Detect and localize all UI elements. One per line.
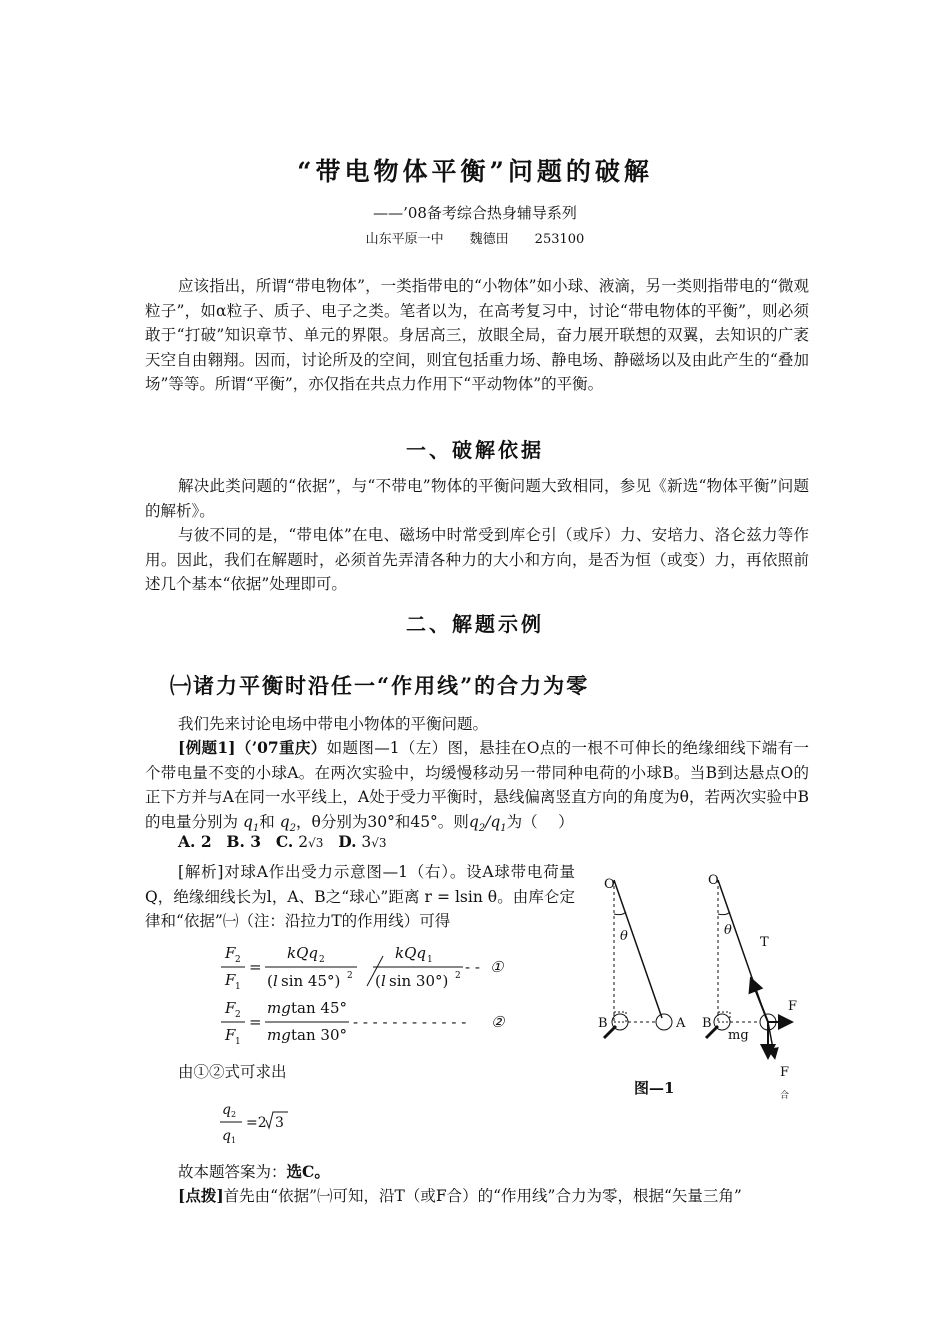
svg-text:=: = xyxy=(249,1013,262,1031)
svg-text:1: 1 xyxy=(235,982,241,992)
right-angle-arc xyxy=(718,912,730,915)
svg-text:2: 2 xyxy=(235,1010,241,1020)
svg-text:kQq: kQq xyxy=(395,944,426,962)
q1-symbol: $q_1$ xyxy=(242,812,260,834)
section1-paragraph-2: 与彼不同的是，“带电体”在电、磁场中时常受到库仑引（或斥）力、安培力、洛仑兹力等作用。因此，我们在解题时，必须首先弄清各种力的大小和方向，是否为恒（或变）力，再依照前述几个基本“依据”处理即可。 xyxy=(145,526,809,593)
tip-paragraph xyxy=(178,1184,818,1209)
svg-text:q: q xyxy=(222,1128,231,1144)
options-row: A. 2 B. 3 C. 2√3 D. 3√3 xyxy=(178,832,387,851)
tension-arrow xyxy=(753,984,768,1022)
svg-text:2: 2 xyxy=(235,955,241,965)
example-tail-2: ，θ分别为30°和45°。则 xyxy=(296,812,469,831)
analysis-text: 对球A作出受力示意图—1（右）。设A球带电荷量Q，绝缘细线长为l，A、B之“球心”距离 r = lsin θ。由库仑定律和“依据”㈠（注：沿拉力T的作用线）可得 xyxy=(145,863,575,930)
section1-heading: 一、破解依据 xyxy=(406,438,544,462)
q2q1-symbol: $q_2/q_1$ xyxy=(468,812,507,834)
label-t: T xyxy=(760,935,769,950)
section2-intro: 我们先来讨论电场中带电小物体的平衡问题。 xyxy=(178,715,489,733)
option-b: B. 3 xyxy=(226,832,262,851)
example-text: 如题图—1（左）图，悬挂在O点的一根不可伸长的绝缘细线下端有一个带电量不变的小球A。在两次实验中，均缓慢移动另一带同种电荷的小球B。当B到达悬点O的正下方并与A在同一水平线上，A处于受力平衡时，悬线偏离竖直方向的角度为θ，若两次实验中B的电量分别为 xyxy=(145,739,809,831)
formula-block xyxy=(215,938,515,1048)
svg-text:l: l xyxy=(273,972,278,990)
svg-text:②: ② xyxy=(491,1013,505,1031)
tip-text: 首先由“依据”㈠可知，沿T（或F合）的“作用线”合力为零，根据“矢量三角” xyxy=(223,1187,742,1205)
svg-text:mg: mg xyxy=(267,1026,291,1044)
derive-line: 由①②式可求出 xyxy=(178,1063,287,1081)
svg-text:F: F xyxy=(225,1026,236,1044)
left-string xyxy=(614,880,662,1018)
svg-text:tan 30°: tan 30° xyxy=(291,1026,347,1044)
intro-paragraph: 应该指出，所谓“带电物体”，一类指带电的“小物体”如小球、液滴，另一类则指带电的“微观粒子”，如α粒子、质子、电子之类。笔者以为，在高考复习中，讨论“带电物体的平衡”，则必须敢于“打破”知识章节、单元的界限。身居高三，放眼全局，奋力展开联想的双翼，去知识的广袤天空自由翱翔。因而，讨论所及的空间，则宜包括重力场、静电场、静磁场以及由此产生的“叠加场”等等。所谓“平衡”，亦仅指在共点力作用下“平动物体”的平衡。 xyxy=(145,277,809,393)
svg-text:(: ( xyxy=(267,972,273,990)
page-title: “带电物体平衡”问题的破解 xyxy=(297,157,653,186)
svg-text:2: 2 xyxy=(455,971,461,981)
svg-text:1: 1 xyxy=(231,1136,237,1145)
example-label: [例题1]（’07重庆） xyxy=(178,738,327,757)
author-line: 山东平原一中 魏德田 253100 xyxy=(365,232,585,247)
analysis-paragraph xyxy=(145,860,575,934)
svg-text:2: 2 xyxy=(319,955,325,965)
left-angle-arc xyxy=(614,912,626,915)
option-c: C. xyxy=(275,832,294,851)
label-f-he: F xyxy=(780,1065,790,1080)
answer-prefix: 故本题答案为： xyxy=(178,1163,287,1181)
example-1 xyxy=(145,736,809,841)
right-label-o: O xyxy=(708,873,719,888)
svg-text:3: 3 xyxy=(275,1115,284,1131)
svg-text:q: q xyxy=(222,1102,231,1118)
figure-1 xyxy=(590,866,810,1106)
answer-value: 选C。 xyxy=(286,1162,330,1181)
svg-text:- -: - - xyxy=(465,958,480,976)
right-label-b: B xyxy=(702,1016,712,1031)
svg-text:F: F xyxy=(225,971,236,989)
svg-text:sin 45°): sin 45°) xyxy=(281,972,341,990)
svg-text:tan 45°: tan 45° xyxy=(291,999,347,1017)
section1-paragraph-1: 解决此类问题的“依据”，与“不带电”物体的平衡问题大致相同，参见《新选“物体平衡”问题的解析》。 xyxy=(145,477,809,520)
section2-heading: 二、解题示例 xyxy=(406,612,544,636)
label-he-sub: 合 xyxy=(780,1091,790,1101)
right-label-theta: θ xyxy=(724,923,732,938)
left-label-theta: θ xyxy=(620,929,628,944)
answer-line xyxy=(178,1160,330,1182)
svg-text:- - - - - - - - - - - -: - - - - - - - - - - - - xyxy=(353,1013,467,1031)
example-tail-1: 和 xyxy=(259,812,275,831)
svg-text:1: 1 xyxy=(235,1037,241,1047)
analysis-label: [解析] xyxy=(178,863,224,881)
svg-text:1: 1 xyxy=(427,955,433,965)
option-d: D. xyxy=(338,832,357,851)
svg-text:l: l xyxy=(381,972,386,990)
svg-text:2: 2 xyxy=(231,1110,237,1119)
tip-label: [点拨] xyxy=(178,1186,224,1205)
figure-caption: 图—1 xyxy=(634,1079,675,1097)
svg-text:sin 30°): sin 30°) xyxy=(389,972,449,990)
example-tail-3: 为（ ） xyxy=(506,812,574,831)
label-mg: mg xyxy=(728,1028,749,1043)
result-formula xyxy=(218,1098,328,1148)
svg-text:①: ① xyxy=(490,958,504,976)
q2-symbol: $q_2$ xyxy=(279,812,297,834)
left-ball-a xyxy=(656,1014,672,1030)
option-a: A. 2 xyxy=(178,832,212,851)
svg-text:mg: mg xyxy=(267,999,291,1017)
svg-text:=2: =2 xyxy=(246,1115,267,1131)
left-label-o: O xyxy=(604,877,615,892)
subsection-heading: ㈠诸力平衡时沿任一“作用线”的合力为零 xyxy=(170,673,590,698)
svg-text:F: F xyxy=(225,999,236,1017)
subtitle: ——’08备考综合热身辅导系列 xyxy=(373,204,577,222)
left-label-a: A xyxy=(676,1016,686,1031)
svg-text:kQq: kQq xyxy=(287,944,318,962)
svg-text:=: = xyxy=(249,958,262,976)
svg-text:(: ( xyxy=(375,972,381,990)
svg-text:2: 2 xyxy=(347,971,353,981)
svg-text:F: F xyxy=(225,944,236,962)
label-f: F xyxy=(788,999,798,1014)
left-label-b: B xyxy=(598,1016,608,1031)
right-label-a: A xyxy=(778,1016,786,1027)
